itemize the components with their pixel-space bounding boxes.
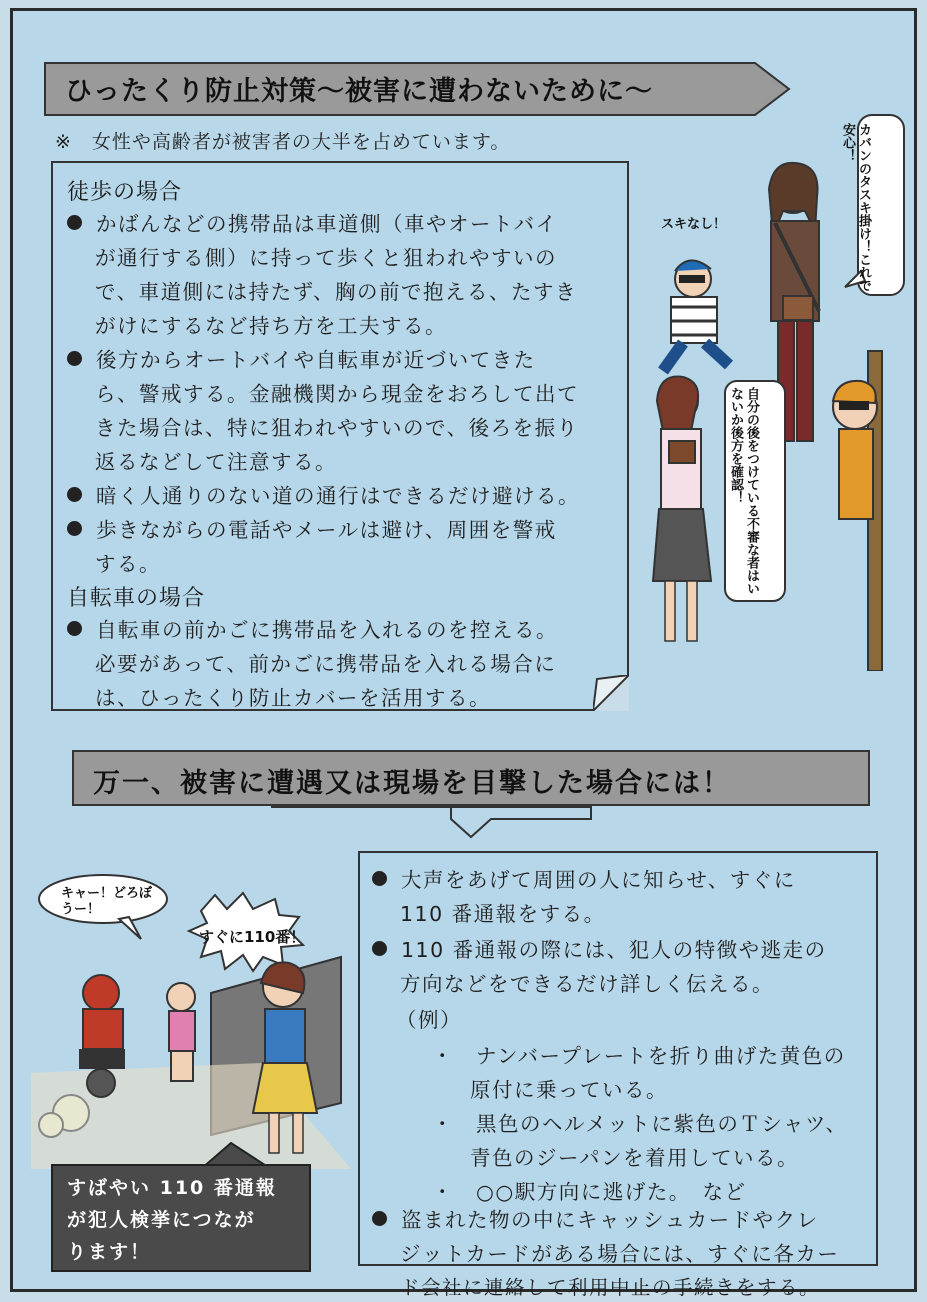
bullet-icon [67,521,82,536]
example-1-line-1: ・ ナンバープレートを折り曲げた黄色の [432,1044,846,1068]
example-label: （例） [396,1008,462,1032]
bullet-icon [67,621,82,636]
example-1-line-2: 原付に乗っている。 [470,1078,668,1102]
example-2-line-1: ・ 黒色のヘルメットに紫色のＴシャツ、 [432,1112,848,1136]
example-3-line-1: ・ ○○駅方向に逃げた。 など [432,1180,747,1204]
bullet-icon [372,871,387,886]
bullet-icon [67,487,82,502]
caption-line-3: ります！ [67,1241,152,1263]
banner-title: ひったくり防止対策～被害に遭わないために～ [65,76,653,107]
call-110-bubble-text: すぐに110番！ [199,928,306,946]
example-2-line-2: 青色のジーパンを着用している。 [470,1146,799,1170]
emergency-title: 万一、被害に遭遇又は現場を目撃した場合には！ [93,768,731,799]
top-banner [43,61,783,115]
bullet-icon [67,215,82,230]
scream-bubble-text: キャー！どろぼうー！ [61,886,153,917]
safety-illustration [633,111,913,671]
caption-line-2: が犯人検挙につなが [67,1209,256,1231]
walking-heading: 徒歩の場合 [67,180,183,205]
bullet-icon [67,351,82,366]
victim-note: ※ 女性や高齢者が被害者の大半を占めています。 [55,131,511,153]
bullet-icon [372,941,387,956]
caption-line-1: すばやい 110 番通報 [67,1177,277,1199]
caption-box [51,1164,311,1272]
emergency-actions-box: 大声をあげて周囲の人に知らせ、すぐに 110 番通報をする。 110 番通報の際には、犯人の特徴や逃走の 方向などをできるだけ詳しく伝える。 （例） ・ ナンバープレートを折り曲げた黄色の 原付に乗っている。 ・ 黒色のヘルメットに紫色のＴシャツ、 青色のジーパンを着用している。 ・ ○○駅方向に逃げた。 など 盗まれた物の中にキャッシュカードやクレ ジットカードがある場合には、すぐに各カー ド会社に連絡して利用中止の手続きをする。 [358,851,878,1266]
bicycle-heading: 自転車の場合 [67,586,206,611]
check-behind-text: 自分の後をつけている不審な者はいないか後方を確認！ [728,387,759,595]
strap-bubble-text: カバンのタスキ掛け！これで安心！ [840,123,871,292]
walking-tips-box: 徒歩の場合 かばんなどの携帯品は車道側（車やオートバイ が通行する側）に持って歩くと狙われやすいの で、車道側には持たず、胸の前で抱える、たすき がけにするなど持ち方を工夫する。 後方からオートバイや自転車が近づいてきた ら、警戒する。金融機関から現金をおろして出て きた場合は、特に狙われやすいので、後ろを振り 返るなどして注意する。 暗く人通りのない道の通行はできるだけ避ける。 歩きながらの電話やメールは避け、周囲を警戒 する。 自転車の場合 自転車の前かごに携帯品を入れるのを控える。 必要があって、前かごに携帯品を入れる場合に は、ひったくり防止カバーを活用する。 [51,161,629,711]
no-gap-text: スキなし！ [661,217,727,232]
page-fold-icon [593,675,629,711]
page [10,8,917,1299]
emergency-banner [71,749,871,839]
bullet-icon [372,1211,387,1226]
